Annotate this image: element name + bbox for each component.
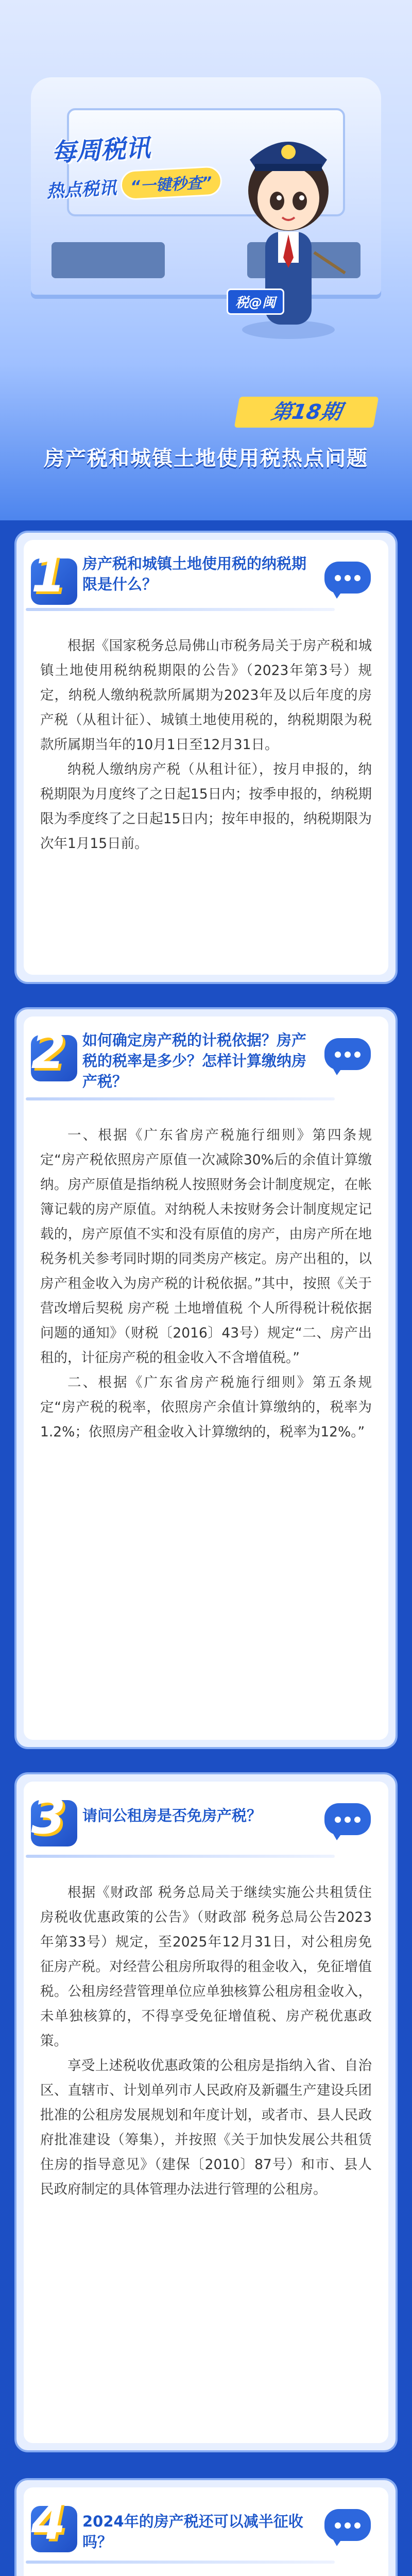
question-header-1 xyxy=(26,546,386,613)
issue-number: 第18期 xyxy=(234,397,379,428)
machine-slot-left xyxy=(52,242,165,278)
header-banner xyxy=(0,0,412,520)
tax-min-logo: 税@闽 xyxy=(227,289,284,315)
question-text: 房产税和城镇土地使用税的纳税期限是什么？ xyxy=(82,555,307,593)
subtitle: 热点税讯 xyxy=(46,177,117,202)
divider xyxy=(26,1097,335,1100)
topic-title: 房产税和城镇土地使用税热点问题 xyxy=(44,447,368,470)
answer-body-3 xyxy=(40,1880,372,2202)
answer-paragraph: 二、根据《广东省房产税施行细则》第五条规定“房产税的税率，依照房产余值计算缴纳的，税率为1.2%；依照房产租金收入计算缴纳的，税率为12%。” xyxy=(40,1375,372,1440)
question-number: 1 xyxy=(31,546,66,603)
chat-bubble-icon xyxy=(324,562,371,594)
chat-bubble-icon xyxy=(324,1803,371,1835)
divider xyxy=(26,2561,335,2564)
divider xyxy=(26,1855,335,1858)
question-text: 请问公租房是否免房产税？ xyxy=(82,1807,262,1824)
question-text: 2024年的房产税还可以减半征收吗？ xyxy=(82,2513,303,2551)
answer-paragraph: 一、根据《广东省房产税施行细则》第四条规定“房产税依照房产原值一次减除30%后的余值计算缴纳。房产原值是指纳税人按照财务会计制度规定，在帐簿记载的房产原值。对纳税人未按财务会计制度规定记载的，房产原值不实和没有原值的房产，由房产所在地税务机关参考同时期的同类房产核定。房产出租的，以房产租金收入为房产税的计税依据。”其中，按照《关于营改增后契税 房产税 土地增值税 个人所得税计税依据问题的通知》（财税〔2016〕43号）规定“二、房产出租的，计征房产税的租金收入不含增值税。” xyxy=(40,1127,372,1366)
chat-bubble-icon xyxy=(324,2509,371,2541)
question-number: 2 xyxy=(31,1022,66,1080)
question-header-2 xyxy=(26,1023,386,1090)
answer-body-2 xyxy=(40,1123,372,1445)
answer-body-1 xyxy=(40,634,372,856)
answer-paragraph: 根据《财政部 税务总局关于继续实施公共租赁住房税收优惠政策的公告》（财政部 税务总局公告2023年第33号）规定，至2025年12月31日，对公租房免征房产税。对经营公租房所取得的租金收入，免征增值税。公租房经营管理单位应单独核算公租房租金收入，未单独核算的，不得享受免征增值税、房产税优惠政策。 xyxy=(40,1885,372,2049)
question-number: 3 xyxy=(31,1787,66,1845)
chat-bubble-icon xyxy=(324,1038,371,1070)
question-header-4 xyxy=(26,2494,386,2561)
answer-paragraph: 根据《国家税务总局佛山市税务局关于房产税和城镇土地使用税纳税期限的公告》（2023年第3号）规定，纳税人缴纳税款所属期为2023年及以后年度的房产税（从租计征）、城镇土地使用税的，纳税期限为税款所属期当年的10月1日至12月31日。 xyxy=(40,638,372,753)
answer-paragraph: 纳税人缴纳房产税（从租计征），按月申报的，纳税期限为月度终了之日起15日内；按季申报的，纳税期限为季度终了之日起15日内；按年申报的，纳税期限为次年1月15日前。 xyxy=(40,761,372,852)
answer-paragraph: 享受上述税收优惠政策的公租房是指纳入省、自治区、直辖市、计划单列市人民政府及新疆生产建设兵团批准的公租房发展规划和年度计划，或者市、县人民政府批准建设（筹集），并按照《关于加快发展公共租赁住房的指导意见》（建保〔2010〕87号）和市、县人民政府制定的具体管理办法进行管理的公租房。 xyxy=(40,2058,372,2197)
subtitle-tag: “一键秒查” xyxy=(120,165,222,200)
page-title: 每周税讯 xyxy=(50,133,151,167)
question-text: 如何确定房产税的计税依据？房产税的税率是多少？怎样计算缴纳房产税？ xyxy=(82,1031,307,1090)
question-header-3 xyxy=(26,1788,386,1855)
question-number: 4 xyxy=(31,2493,66,2551)
divider xyxy=(26,608,335,611)
